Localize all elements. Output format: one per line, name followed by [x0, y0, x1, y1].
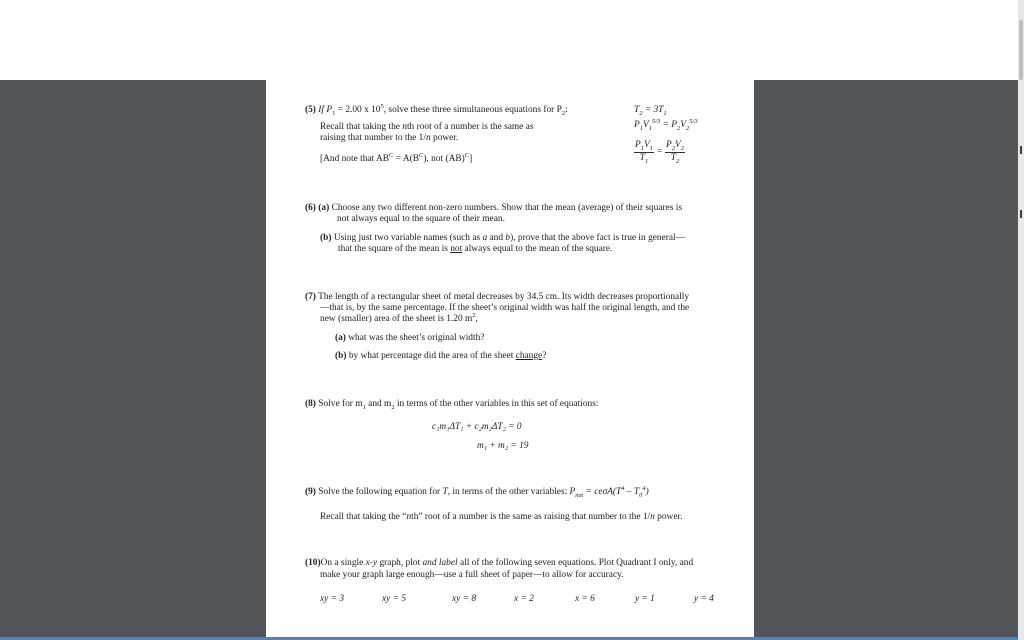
q6-label: (6)	[305, 203, 316, 213]
q8-text: (8) Solve for $m_1$ and $m_2$ in terms of the other variables in this set of equations:	[305, 399, 599, 411]
q5-note: [And note that $AB^C = A(B^C)$, not (AB)$^C$]	[320, 151, 473, 164]
q7-label: (7)	[305, 292, 316, 302]
q6-part-a-line2: not always equal to the square of their mean.	[337, 214, 505, 224]
q6-part-b-line2: that the square of the mean is not always equal to the mean of the square.	[338, 244, 613, 254]
q10-equation: xy = 3	[320, 594, 345, 604]
q8-equation-2: m₁ + m₂ = 19	[477, 441, 529, 451]
scrollbar-thumb[interactable]	[1019, 20, 1023, 80]
q7-line1: (7) The length of a rectangular sheet of metal decreases by 34.5 cm. Its width decreases proportionally	[305, 292, 690, 302]
q7-line2: —that is, by the same percentage. If the sheet’s original width was half the original length, and the	[320, 303, 690, 313]
q5-equation-3: $\frac{P_1V_1}{T_1}$ = $\frac{P_2V_2}{T_2}$	[635, 140, 684, 165]
vertical-scrollbar[interactable]	[1018, 0, 1024, 640]
q5-label: (5)	[305, 105, 316, 115]
q10-line2: make your graph large enough—use a full sheet of paper—to allow for accuracy.	[320, 570, 624, 580]
q9-recall: Recall that taking the “nth” root of a number is the same as raising that number to the 1/n power.	[320, 512, 683, 522]
q9-text: (9) Solve the following equation for T, in terms of the other variables: $P_{net} = ce\sigma A(T^4 - T_0^4)$	[305, 484, 649, 499]
q10-equation: x = 2	[514, 594, 534, 604]
q10-line1: (10)On a single x-y graph, plot and label all of the following seven equations. Plot Quadrant I only, and	[305, 558, 694, 568]
q6-part-a-line1: (6) (a) Choose any two different non-zero numbers. Show that the mean (average) of their squares is	[305, 203, 683, 213]
q10-equation: y = 1	[635, 594, 655, 604]
q5-intro: (5) If $P_1 = 2.00$ x $10^5$, solve these three simultaneous equations for $P_2$:	[305, 102, 568, 117]
q5-fraction-left: $\frac{P_1V_1}{T_1}$	[635, 140, 653, 165]
q7-part-a: (a) what was the sheet’s original width?	[335, 333, 485, 343]
q10-equation: xy = 5	[382, 594, 407, 604]
q10-label: (10)	[305, 558, 321, 568]
q5-recall-line1: Recall that taking the nth root of a number is the same as	[320, 122, 534, 132]
q9-label: (9)	[305, 487, 316, 497]
q7-part-b: (b) by what percentage did the area of the sheet change?	[335, 351, 547, 361]
pdf-page	[266, 80, 754, 640]
q10-equation: y = 4	[694, 594, 714, 604]
q5-recall-line2: raising that number to the 1/n power.	[320, 133, 459, 143]
q5-fraction-right: $\frac{P_2V_2}{T_2}$	[665, 140, 684, 165]
q5-equation-1: $T_2 = 3T_1$	[634, 105, 667, 117]
window-top-area	[0, 0, 1024, 80]
q5-equation-2: $P_1V_1^{5/3} = P_2V_2^{5/3}$	[634, 117, 698, 132]
q6-part-b-line1: (b) Using just two variable names (such as a and b), prove that the above fact is true in general—	[320, 233, 686, 243]
q10-equation: xy = 8	[452, 594, 477, 604]
pdf-viewer[interactable]	[0, 80, 1018, 640]
q7-line3: new (smaller) area of the sheet is 1.20 $m^2$,	[320, 311, 478, 324]
edge-marker	[1020, 210, 1022, 218]
q10-equation: x = 6	[575, 594, 595, 604]
q8-label: (8)	[305, 399, 316, 409]
edge-marker	[1020, 146, 1022, 154]
q8-equation-1: c₁m₁ΔT₁ + c₂m₂ΔT₂ = 0	[432, 422, 522, 432]
